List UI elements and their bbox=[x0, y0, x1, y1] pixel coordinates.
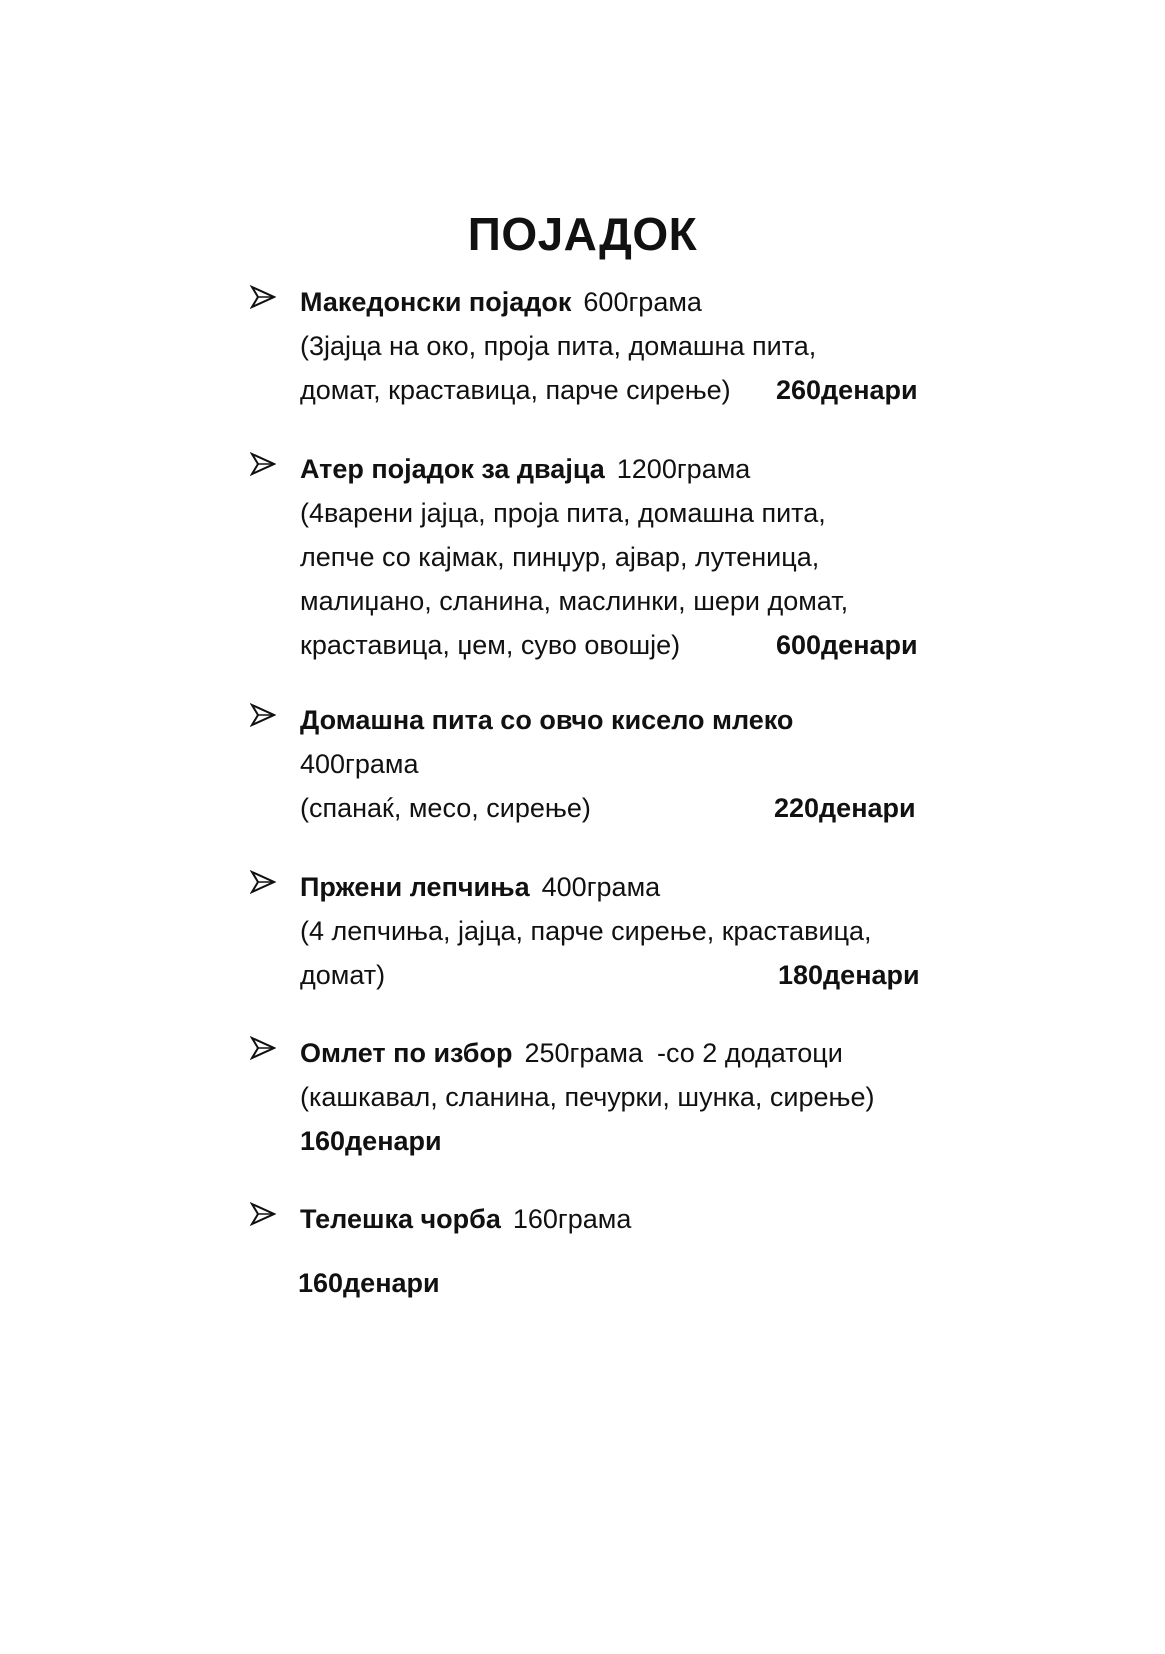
item-description: (4варени јајца, проја пита, домашна пита, bbox=[300, 498, 826, 528]
item-description: (кашкавал, сланина, печурки, шунка, сирење) bbox=[300, 1082, 875, 1112]
item-weight: 1200грама bbox=[616, 454, 751, 484]
item-price: 600денари bbox=[776, 630, 918, 660]
arrow-bullet-icon bbox=[250, 702, 276, 728]
item-extra: -со 2 додатоци bbox=[656, 1038, 843, 1068]
item-price: 160денари bbox=[300, 1126, 442, 1156]
item-weight: 250грама bbox=[524, 1038, 643, 1068]
arrow-bullet-icon bbox=[250, 1201, 276, 1227]
item-description: (4 лепчиња, јајца, парче сирење, краставица, bbox=[300, 916, 872, 946]
item-price: 220денари bbox=[774, 793, 916, 823]
item-description: домат) bbox=[300, 960, 386, 990]
arrow-bullet-icon bbox=[250, 1035, 276, 1061]
item-name: Пржени лепчиња bbox=[300, 872, 530, 902]
item-description: (спанаќ, месо, сирење) bbox=[300, 793, 591, 823]
item-name: Атер појадок за двајца bbox=[300, 454, 605, 484]
item-description: домат, краставица, парче сирење) bbox=[300, 375, 731, 405]
item-description: малиџано, сланина, маслинки, шери домат, bbox=[300, 586, 849, 616]
item-weight: 600грама bbox=[583, 287, 702, 317]
item-name: Омлет по избор bbox=[300, 1038, 513, 1068]
item-name: Телешка чорба bbox=[300, 1204, 501, 1234]
item-description: (3јајца на око, проја пита, домашна пита, bbox=[300, 331, 817, 361]
item-price: 180денари bbox=[778, 960, 920, 990]
item-weight: 400грама bbox=[541, 872, 661, 902]
item-weight: 400грама bbox=[300, 749, 419, 779]
item-name: Македонски појадок bbox=[300, 287, 572, 317]
item-description: краставица, џем, суво овошје) bbox=[300, 630, 681, 660]
arrow-bullet-icon bbox=[250, 451, 276, 477]
item-price: 160денари bbox=[298, 1268, 440, 1298]
arrow-bullet-icon bbox=[250, 284, 276, 310]
item-description: лепче со кајмак, пинџур, ајвар, лутеница, bbox=[300, 542, 820, 572]
item-price: 260денари bbox=[776, 375, 918, 405]
item-weight: 160грама bbox=[512, 1204, 632, 1234]
item-name: Домашна пита со овчо кисело млеко bbox=[300, 705, 794, 735]
arrow-bullet-icon bbox=[250, 869, 276, 895]
page-title: ПОЈАДОК bbox=[467, 208, 698, 260]
